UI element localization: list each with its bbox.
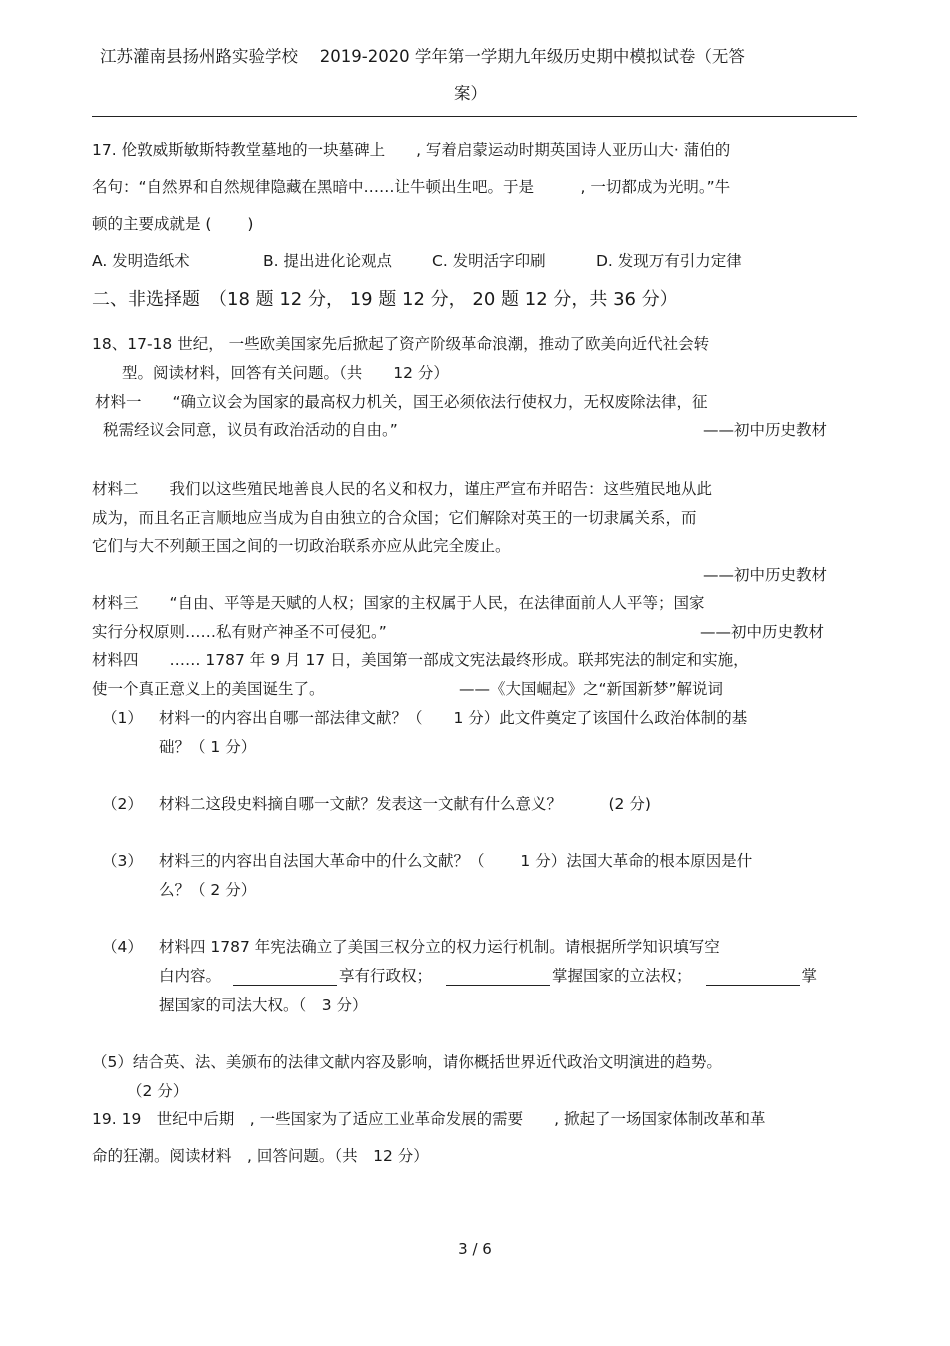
q17-option-c: C. 发明活字印刷: [432, 252, 546, 270]
q18-intro-line1: 18、17-18 世纪， 一些欧美国家先后掀起了资产阶级革命浪潮，推动了欧美向近代社会转: [92, 335, 710, 353]
sub4-line3: 握国家的司法大权。（ 3 分）: [159, 996, 368, 1014]
q17-option-b: B. 提出进化论观点: [263, 252, 392, 270]
sub1-line2: 础？（ 1 分）: [159, 738, 257, 756]
material2-line1: 材料二 我们以这些殖民地善良人民的名义和权力，谨庄严宣布并昭告：这些殖民地从此: [92, 480, 713, 498]
material2-source: ——初中历史教材: [703, 566, 828, 584]
material2-line2: 成为，而且名正言顺地应当成为自由独立的合众国；它们解除对英王的一切隶属关系，而: [92, 509, 697, 527]
answer-blank-executive[interactable]: [233, 969, 337, 986]
material2-line3: 它们与大不列颠王国之间的一切政治联系亦应从此完全废止。: [92, 537, 511, 555]
sub3-line1: 材料三的内容出自法国大革命中的什么文献？（ 1 分）法国大革命的根本原因是什: [159, 852, 753, 870]
material3-line2: 实行分权原则……私有财产神圣不可侵犯。”: [92, 623, 387, 641]
sub1-number: （1）: [102, 709, 143, 727]
material1-source: ——初中历史教材: [703, 421, 828, 439]
q17-line3: 顿的主要成就是 ( ): [92, 215, 254, 233]
material1-line1: 材料一 “确立议会为国家的最高权力机关，国王必须依法行使权力，无权废除法律，征: [95, 393, 708, 411]
sub4-text-a: 白内容。: [159, 967, 222, 985]
material3-source: ——初中历史教材: [700, 623, 825, 641]
q17-option-a: A. 发明造纸术: [92, 252, 190, 270]
q17-line1: 17. 伦敦威斯敏斯特教堂墓地的一块墓碑上 , 写着启蒙运动时期英国诗人亚历山大· 蒲伯的: [92, 141, 731, 159]
header-divider: [92, 116, 857, 117]
sub4-line2: [159, 966, 817, 986]
sub4-number: （4）: [102, 938, 143, 956]
material1-line2: 税需经议会同意，议员有政治活动的自由。”: [103, 421, 398, 439]
material3-line1: 材料三 “自由、平等是天赋的人权；国家的主权属于人民，在法律面前人人平等；国家: [92, 594, 705, 612]
material4-line2: 使一个真正意义上的美国诞生了。: [92, 680, 325, 698]
sub4-text-c: 掌握国家的立法权；: [552, 967, 692, 985]
q17-option-d: D. 发现万有引力定律: [596, 252, 742, 270]
q17-line2: 名句：“自然界和自然规律隐藏在黑暗中……让牛顿出生吧。于是 , 一切都成为光明。”牛: [92, 178, 731, 196]
sub2-line1: 材料二这段史料摘自哪一文献？发表这一文献有什么意义？ (2 分): [159, 795, 651, 813]
answer-blank-judicial[interactable]: [706, 969, 800, 986]
sub5-line1: （5）结合英、法、美颁布的法律文献内容及影响，请你概括世界近代政治文明演进的趋势。: [92, 1053, 722, 1071]
sub1-line1: 材料一的内容出自哪一部法律文献？（ 1 分）此文件奠定了该国什么政治体制的基: [159, 709, 748, 727]
sub5-line2: （2 分）: [127, 1082, 189, 1100]
sub3-line2: 么？（ 2 分）: [159, 881, 257, 899]
header-title-line1: 江苏灌南县扬州路实验学校 2019-2020 学年第一学期九年级历史期中模拟试卷（无答: [100, 47, 745, 66]
sub4-text-d: 掌: [801, 967, 818, 985]
page-number: 3 / 6: [458, 1240, 492, 1258]
q18-intro-line2: 型。阅读材料，回答有关问题。（共 12 分）: [122, 364, 449, 382]
answer-blank-legislative[interactable]: [446, 969, 550, 986]
material4-source: ——《大国崛起》之“新国新梦”解说词: [459, 680, 724, 698]
sub3-number: （3）: [102, 852, 143, 870]
section2-title: 二、非选择题 （18 题 12 分， 19 题 12 分， 20 题 12 分，共 36 分）: [92, 289, 678, 310]
material4-line1: 材料四 …… 1787 年 9 月 17 日，美国第一部成文宪法最终形成。联邦宪法的制定和实施，: [92, 651, 749, 669]
header-title-line2: 案）: [454, 84, 487, 103]
q19-line2: 命的狂潮。阅读材料 , 回答问题。（共 12 分）: [92, 1147, 429, 1165]
sub4-line1: 材料四 1787 年宪法确立了美国三权分立的权力运行机制。请根据所学知识填写空: [159, 938, 720, 956]
q19-line1: 19. 19 世纪中后期 , 一些国家为了适应工业革命发展的需要 , 掀起了一场国家体制改革和革: [92, 1110, 766, 1128]
sub4-text-b: 享有行政权；: [339, 967, 433, 985]
sub2-number: （2）: [102, 795, 143, 813]
